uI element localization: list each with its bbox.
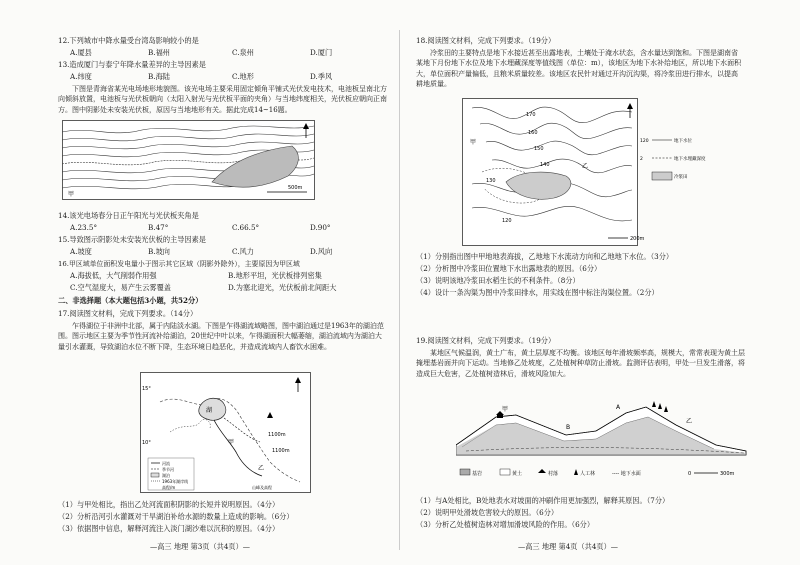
q14-option-a: A.23.5° bbox=[70, 223, 98, 232]
profile-legend bbox=[460, 469, 735, 477]
legend-forest: 人工林 bbox=[580, 471, 596, 477]
point-yi: 乙 bbox=[258, 465, 265, 472]
q19-sub-3: （3）分析乙处植树造林对增加滑坡风险的作用。（6分） bbox=[416, 520, 595, 529]
legend-depth: 地下水埋藏深度 bbox=[674, 157, 706, 162]
q15-option-b: B.坡向 bbox=[148, 247, 170, 256]
q17-sub-1: （1）与甲处相比，指出乙处河流面积阴影的长短并说明原因。（4分） bbox=[58, 500, 280, 509]
q16-option-a: A.海拔低，大气削弱作用强 bbox=[70, 271, 157, 280]
q16-option-d: D.为塞北迎光，光伏板前北间距大 bbox=[228, 283, 337, 292]
q18-sub-4: （4）设计一条沟渠为图中冷浆田排水，用实线在图中标注沟渠位置。（2分） bbox=[416, 288, 659, 297]
q19-sub-1: （1）与A处相比，B处地表水对坡面的冲刷作用更加强烈，解释其原因。（7分） bbox=[416, 496, 670, 505]
q14-option-c: C.66.5° bbox=[232, 223, 260, 232]
q13-stem: 13.造成厦门与泰宁年降水量差异的主导因素是 bbox=[58, 60, 206, 69]
legend-shoreline-1963: 1963年湖岸线 bbox=[162, 479, 189, 484]
q16-option-c: C.空气湿度大，易产生云雾覆盖 bbox=[70, 283, 171, 292]
map-legend bbox=[148, 458, 194, 490]
lake-chad-map bbox=[140, 372, 320, 496]
q12-option-a: A.厦县 bbox=[70, 48, 92, 57]
label-jia: 甲 bbox=[502, 406, 509, 413]
contour-svg bbox=[462, 98, 752, 246]
legend-loess: 黄土 bbox=[512, 471, 523, 477]
q18-sub-2: （2）分析图中冷浆田位置地下水出露地表的原因。（6分） bbox=[416, 264, 602, 273]
q15-stem: 15.导致图示阴影处未安装光伏板的主导因素是 bbox=[58, 235, 206, 244]
legend-water-level: 地下水位 bbox=[674, 139, 692, 144]
solar-field-map bbox=[62, 120, 324, 200]
lake-label: 湖 bbox=[206, 407, 213, 414]
q17-sub-3: （3）依据图中信息，解释河流注入淡门湖沙难以沉积的原因。（4分） bbox=[58, 524, 280, 533]
q17-material: 乍得湖位于非洲中北部，属于内陆淡水湖。下图是乍得湖流域略图，图中湖泊通过是1963年的湖泊范围。图示地区主要为季节性河流补给湖泊，20世纪中叶以来，乍得湖面积大幅萎缩，湖泊流域内为湖泊大量引水灌溉，导致湖泊水位不断下降，生态环境日趋恶化，并造成流域内人畜饮水困难。 bbox=[58, 322, 384, 351]
scale-label: 300m bbox=[720, 471, 735, 477]
scale-zero: 0 bbox=[688, 471, 692, 477]
q13-option-b: B.海陆 bbox=[148, 72, 170, 81]
label-b: B bbox=[566, 424, 571, 431]
q13-option-d: D.季风 bbox=[310, 72, 333, 81]
lake-chad-svg bbox=[140, 372, 320, 496]
legend-bedrock: 基岩 bbox=[472, 471, 483, 477]
contour-170: 170 bbox=[526, 112, 536, 118]
solar-field-svg bbox=[62, 120, 324, 200]
right-page bbox=[400, 0, 800, 565]
q12-stem: 12.下列城市中降水量受台湾岛影响较小的是 bbox=[58, 36, 199, 45]
q14-stem: 14.该光电场春分日正午阳光与光伏板夹角是 bbox=[58, 211, 199, 220]
q18-sub-3: （3）说明该地冷浆田水稻生长的不利条件。（8分） bbox=[416, 276, 580, 285]
label-a: A bbox=[616, 404, 621, 411]
q16-stem: 16.甲区域单位面积发电量小于图示其它区域（阴影外除外），主要原因为甲区域 bbox=[58, 260, 300, 268]
q12-option-c: C.泉州 bbox=[232, 48, 254, 57]
q19-sub-2: （2）说明甲处滑坡危害较大的原因。（6分） bbox=[416, 508, 559, 517]
legend-forest-icon bbox=[574, 469, 578, 475]
q15-option-a: A.坡度 bbox=[70, 247, 92, 256]
q19-material: 某地区气候温润，黄土广布，黄土层厚度不均衡。该地区每年滑坡频率高，规模大，常常表现为黄土层掩埋基岩面并向下运动。当地修乙处坡度，乙处植树种草防止滑坡。监测评估表明，甲处一旦发生滑落，将造成巨大危害，乙处植树造林后，滑坡风险加大。 bbox=[416, 349, 745, 378]
profile-svg bbox=[456, 395, 756, 487]
legend-river: 河流 bbox=[162, 461, 170, 466]
q15-option-d: D.风向 bbox=[310, 247, 333, 256]
label-yi: 乙 bbox=[686, 418, 693, 425]
contour-120: 120 bbox=[502, 218, 512, 224]
q14-option-d: D.90° bbox=[310, 223, 331, 232]
point-jia: 甲 bbox=[470, 139, 477, 146]
legend-groundwater: ---- 地下水面 bbox=[612, 471, 641, 477]
groundwater-contour-map bbox=[462, 98, 752, 246]
legend-village-icon bbox=[538, 469, 546, 473]
q15-option-c: C.风力 bbox=[232, 247, 254, 256]
legend-val-1: 120 bbox=[640, 139, 649, 144]
legend-elevation: 高程/m bbox=[162, 485, 176, 490]
slope-profile-figure bbox=[456, 395, 756, 487]
point-jia: 甲 bbox=[228, 439, 235, 446]
elev-label-2: 1100m bbox=[272, 448, 290, 454]
lat-bottom-label: 10° bbox=[142, 440, 151, 446]
contour-160: 160 bbox=[528, 130, 538, 136]
q13-option-a: A.纬度 bbox=[70, 72, 92, 81]
section-2-heading: 二、非选择题（本大题包括3小题，共52分） bbox=[58, 296, 203, 305]
contour-150: 150 bbox=[534, 146, 544, 152]
q18-sub-1: （1）分别指出图中甲地地表海拔，乙地地下水流动方向和乙地地下水位。（3分） bbox=[416, 252, 674, 261]
right-footer: —高三 地理 第4页（共4页）— bbox=[518, 542, 618, 551]
point-yi: 乙 bbox=[582, 163, 589, 170]
q13-option-c: C.地形 bbox=[232, 72, 254, 81]
legend-lake: 湖泊 bbox=[162, 473, 170, 478]
q16-option-b: B.地形平坦，光伏板排列密集 bbox=[228, 271, 322, 280]
q18-stem: 18.阅读图文材料，完成下列要求。（19分） bbox=[416, 36, 556, 45]
contour-140: 140 bbox=[540, 162, 550, 168]
intro-14-16: 下图是青海省某光电场地形地貌图。该光电场主要采用固定倾角平铺式光伏发电技术，电池板呈南北方向倾斜放置，电池板与光伏板朝向（太阳入射光与光伏板平面的夹角）与当地纬度相关，光伏板应朝向正南方。图中阴影处未安装光伏板，原因与当地地形有关。据此完成14~16题。 bbox=[58, 85, 387, 114]
legend-cold-paddy: 冷浆田 bbox=[674, 175, 688, 180]
lat-top-label: 15° bbox=[142, 386, 151, 392]
legend-seasonal-river: 季节河 bbox=[162, 467, 174, 472]
legend-val-2: 2 bbox=[640, 157, 643, 162]
scale-label: 500m bbox=[288, 185, 303, 191]
left-footer: —高三 地理 第3页（共4页）— bbox=[150, 542, 250, 551]
q12-option-d: D.厦门 bbox=[310, 48, 333, 57]
legend-village: 村落 bbox=[548, 471, 559, 477]
scale-label: 200m bbox=[630, 236, 645, 242]
q19-stem: 19.阅读图文材料，完成下列要求。（19分） bbox=[416, 336, 556, 345]
q18-material: 冷浆田的主要特点是地下水接近甚至出露地表，土壤处于淹水状态，含水量达到饱和。下图是湖南省某地下月份地下水位及地下水埋藏深度等值线图（单位：m），该地区为地下水补给地区，所以地下水面积大，单位面积产量偏低，且粮米质量较差。该地区农民针对通过开沟沉沟渠，将冷浆田进行排水，以提高耕地质量。 bbox=[416, 49, 742, 89]
q17-stem: 17.阅读图文材料，完成下列要求。（14分） bbox=[58, 309, 198, 318]
q14-option-b: B.47° bbox=[148, 223, 169, 232]
label-jia: 甲 bbox=[68, 191, 75, 198]
contour-130: 130 bbox=[486, 178, 496, 184]
legend-peak: 山峰及高程 bbox=[252, 485, 272, 490]
forest-icon bbox=[652, 401, 668, 412]
elev-label-1: 1100m bbox=[268, 432, 286, 438]
contour-legend bbox=[640, 137, 706, 180]
q12-option-b: B.福州 bbox=[148, 48, 170, 57]
q17-sub-2: （2）分析沿河引水灌溉对干旱湖泊补给水源的数量上造成的影响。（6分） bbox=[58, 512, 294, 521]
